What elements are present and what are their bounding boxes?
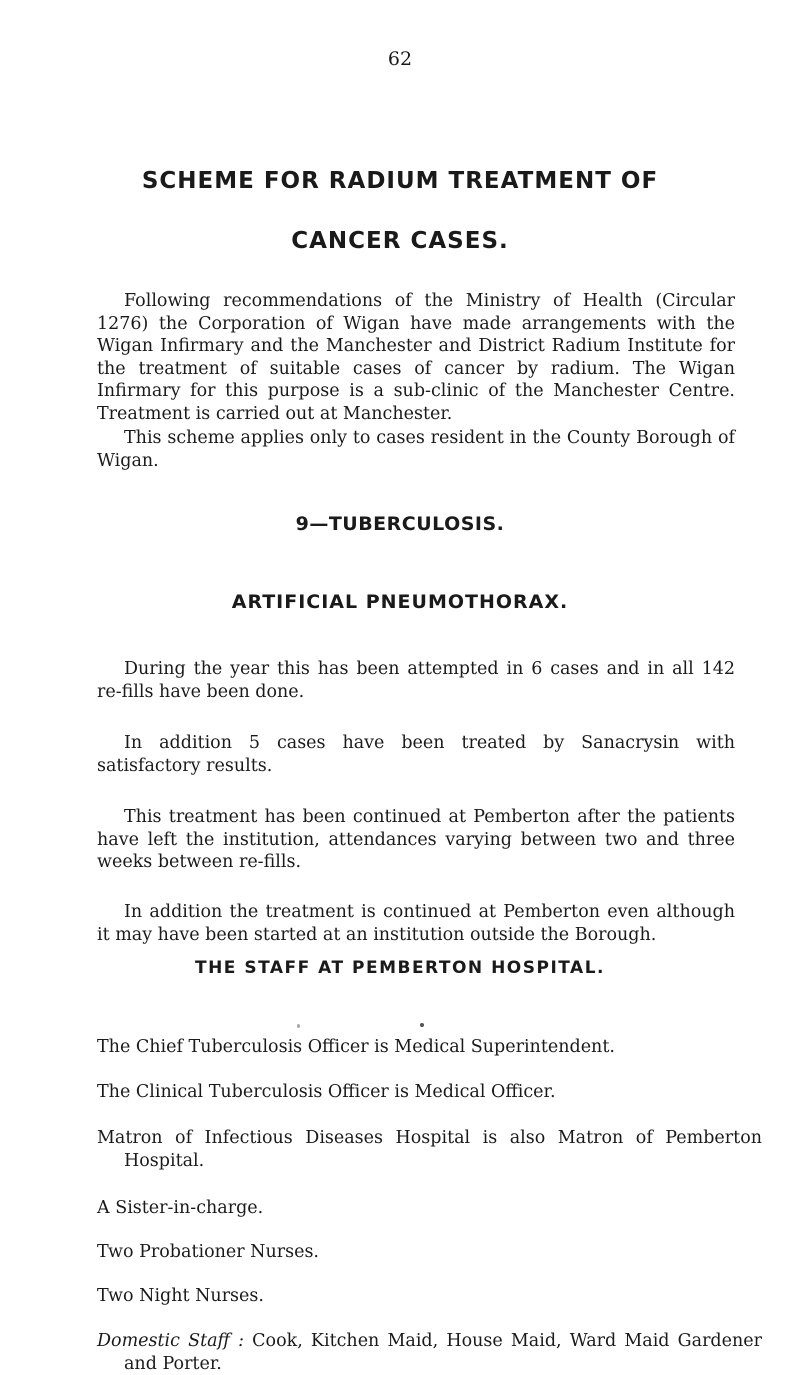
print-speck xyxy=(297,1024,300,1028)
staff-chief-officer: The Chief Tuberculosis Officer is Medical Superintendent. xyxy=(97,1037,615,1057)
staff-domestic-list: Cook, Kitchen Maid, House Maid, Ward Maid Gardener and Porter. xyxy=(124,1331,762,1374)
subsection-title-pneumothorax: ARTIFICIAL PNEUMOTHORAX. xyxy=(231,591,569,613)
paragraph-pneumothorax-attempts: During the year this has been attempted in 6 cases and in all 142 re-fills have been done. xyxy=(97,659,735,702)
paragraph-treatment-continued: This treatment has been continued at Pemberton after the patients have left the institution, attendances varying between two and three weeks between re-fills. xyxy=(97,807,735,872)
staff-domestic-label: Domestic Staff : xyxy=(97,1331,244,1351)
section-title-staff: THE STAFF AT PEMBERTON HOSPITAL. xyxy=(194,958,606,978)
section-title-radium-line2: CANCER CASES. xyxy=(291,228,509,254)
section-title-radium-line1: SCHEME FOR RADIUM TREATMENT OF xyxy=(141,168,659,194)
paragraph-outside-borough: In addition the treatment is continued at Pemberton even although it may have been started at an institution outside the Borough. xyxy=(97,902,735,945)
paragraph-radium-scheme: Following recommendations of the Ministry of Health (Circular 1276) the Corporation of Wigan have made arrangements with the Wigan Infirmary and the Manchester and District Radium Institute for the treatment of suitable cases of cancer by radium. The Wigan Infirmary for this purpose is a sub-clinic of the Manchester Centre. Treatment is carried out at Manchester. xyxy=(97,291,735,424)
print-speck xyxy=(420,1023,424,1027)
staff-probationers: Two Probationer Nurses. xyxy=(97,1242,319,1262)
staff-sister: A Sister-in-charge. xyxy=(97,1198,264,1218)
paragraph-radium-scope: This scheme applies only to cases resident in the County Borough of Wigan. xyxy=(97,428,735,471)
section-title-tuberculosis: 9—TUBERCULOSIS. xyxy=(295,513,505,535)
page-number: 62 xyxy=(387,48,413,70)
staff-night-nurses: Two Night Nurses. xyxy=(97,1286,264,1306)
staff-domestic xyxy=(97,1330,762,1375)
paragraph-sanacrysin: In addition 5 cases have been treated by Sanacrysin with satisfactory results. xyxy=(97,733,735,776)
staff-matron: Matron of Infectious Diseases Hospital is also Matron of Pemberton Hospital. xyxy=(97,1128,762,1171)
staff-clinical-officer: The Clinical Tuberculosis Officer is Medical Officer. xyxy=(97,1082,556,1102)
